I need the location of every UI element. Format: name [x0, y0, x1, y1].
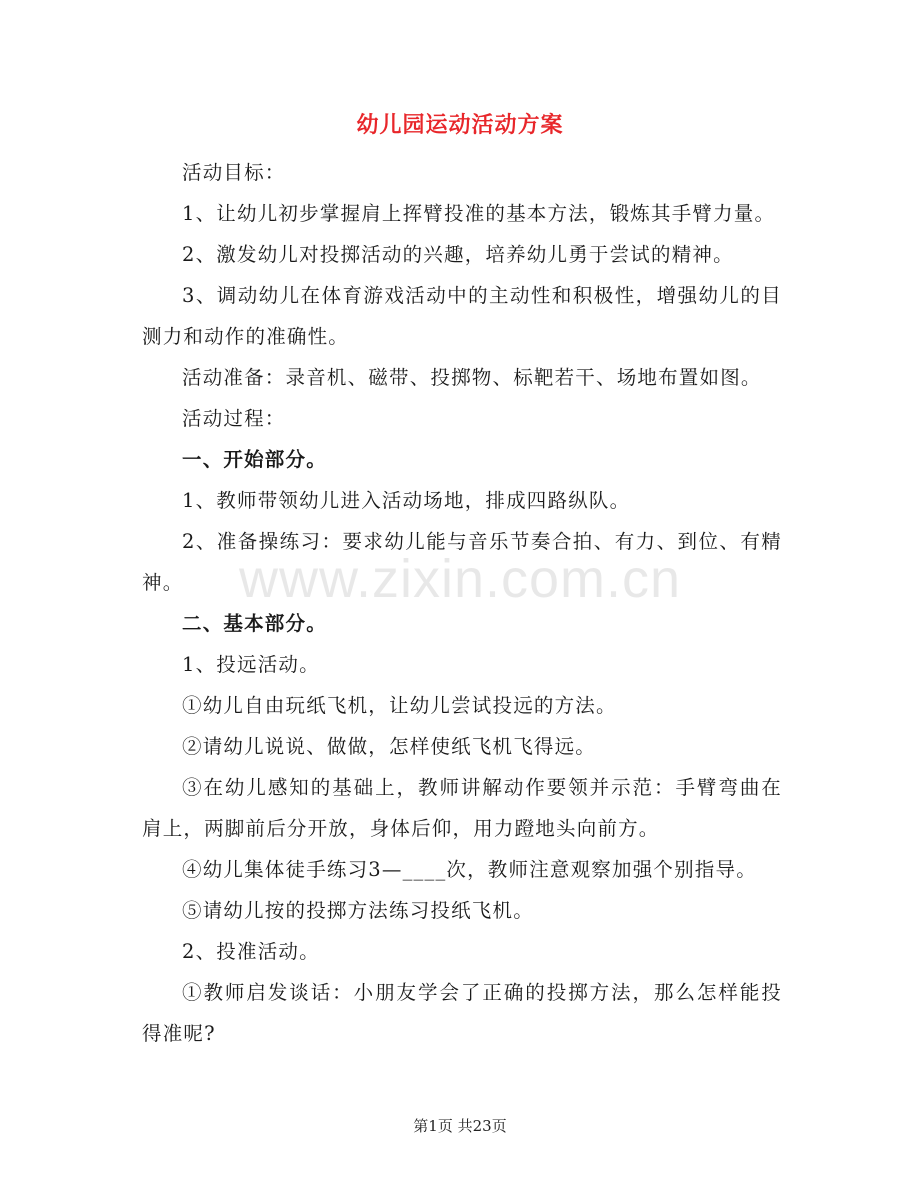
paragraph: ②请幼儿说说、做做，怎样使纸飞机飞得远。 [182, 735, 597, 758]
paragraph: ①教师启发谈话：小朋友学会了正确的投掷方法，那么怎样能投得准呢? [142, 981, 782, 1045]
paragraph: 2、准备操练习：要求幼儿能与音乐节奏合拍、有力、到位、有精神。 [142, 530, 782, 594]
document-body [142, 152, 782, 1054]
paragraph: 1、投远活动。 [182, 653, 320, 676]
paragraph: 3、调动幼儿在体育游戏活动中的主动性和积极性，增强幼儿的目测力和动作的准确性。 [142, 284, 782, 348]
paragraph: ③在幼儿感知的基础上，教师讲解动作要领并示范：手臂弯曲在肩上，两脚前后分开放，身体后仰，用力蹬地头向前方。 [142, 776, 782, 840]
document-title: 幼儿园运动活动方案 [356, 112, 564, 138]
paragraph: 1、让幼儿初步掌握肩上挥臂投准的基本方法，锻炼其手臂力量。 [182, 202, 776, 225]
section-heading: 二、基本部分。 [182, 612, 327, 635]
watermark: www.zixin.com.cn [238, 549, 682, 609]
paragraph: 2、激发幼儿对投掷活动的兴趣，培养幼儿勇于尝试的精神。 [182, 243, 734, 266]
paragraph: ⑤请幼儿按的投掷方法练习投纸飞机。 [182, 899, 534, 922]
paragraph: ①幼儿自由玩纸飞机，让幼儿尝试投远的方法。 [182, 694, 617, 717]
paragraph: 活动目标： [182, 161, 286, 184]
paragraph: 2、投准活动。 [182, 940, 320, 963]
paragraph: ④幼儿集体徒手练习3—____次，教师注意观察加强个别指导。 [182, 858, 757, 881]
paragraph: 1、教师带领幼儿进入活动场地，排成四路纵队。 [182, 489, 631, 512]
paragraph: 活动过程： [182, 407, 286, 430]
page-footer: 第1页 共23页 [413, 1117, 507, 1135]
paragraph: 活动准备：录音机、磁带、投掷物、标靶若干、场地布置如图。 [182, 366, 762, 389]
section-heading: 一、开始部分。 [182, 448, 327, 471]
